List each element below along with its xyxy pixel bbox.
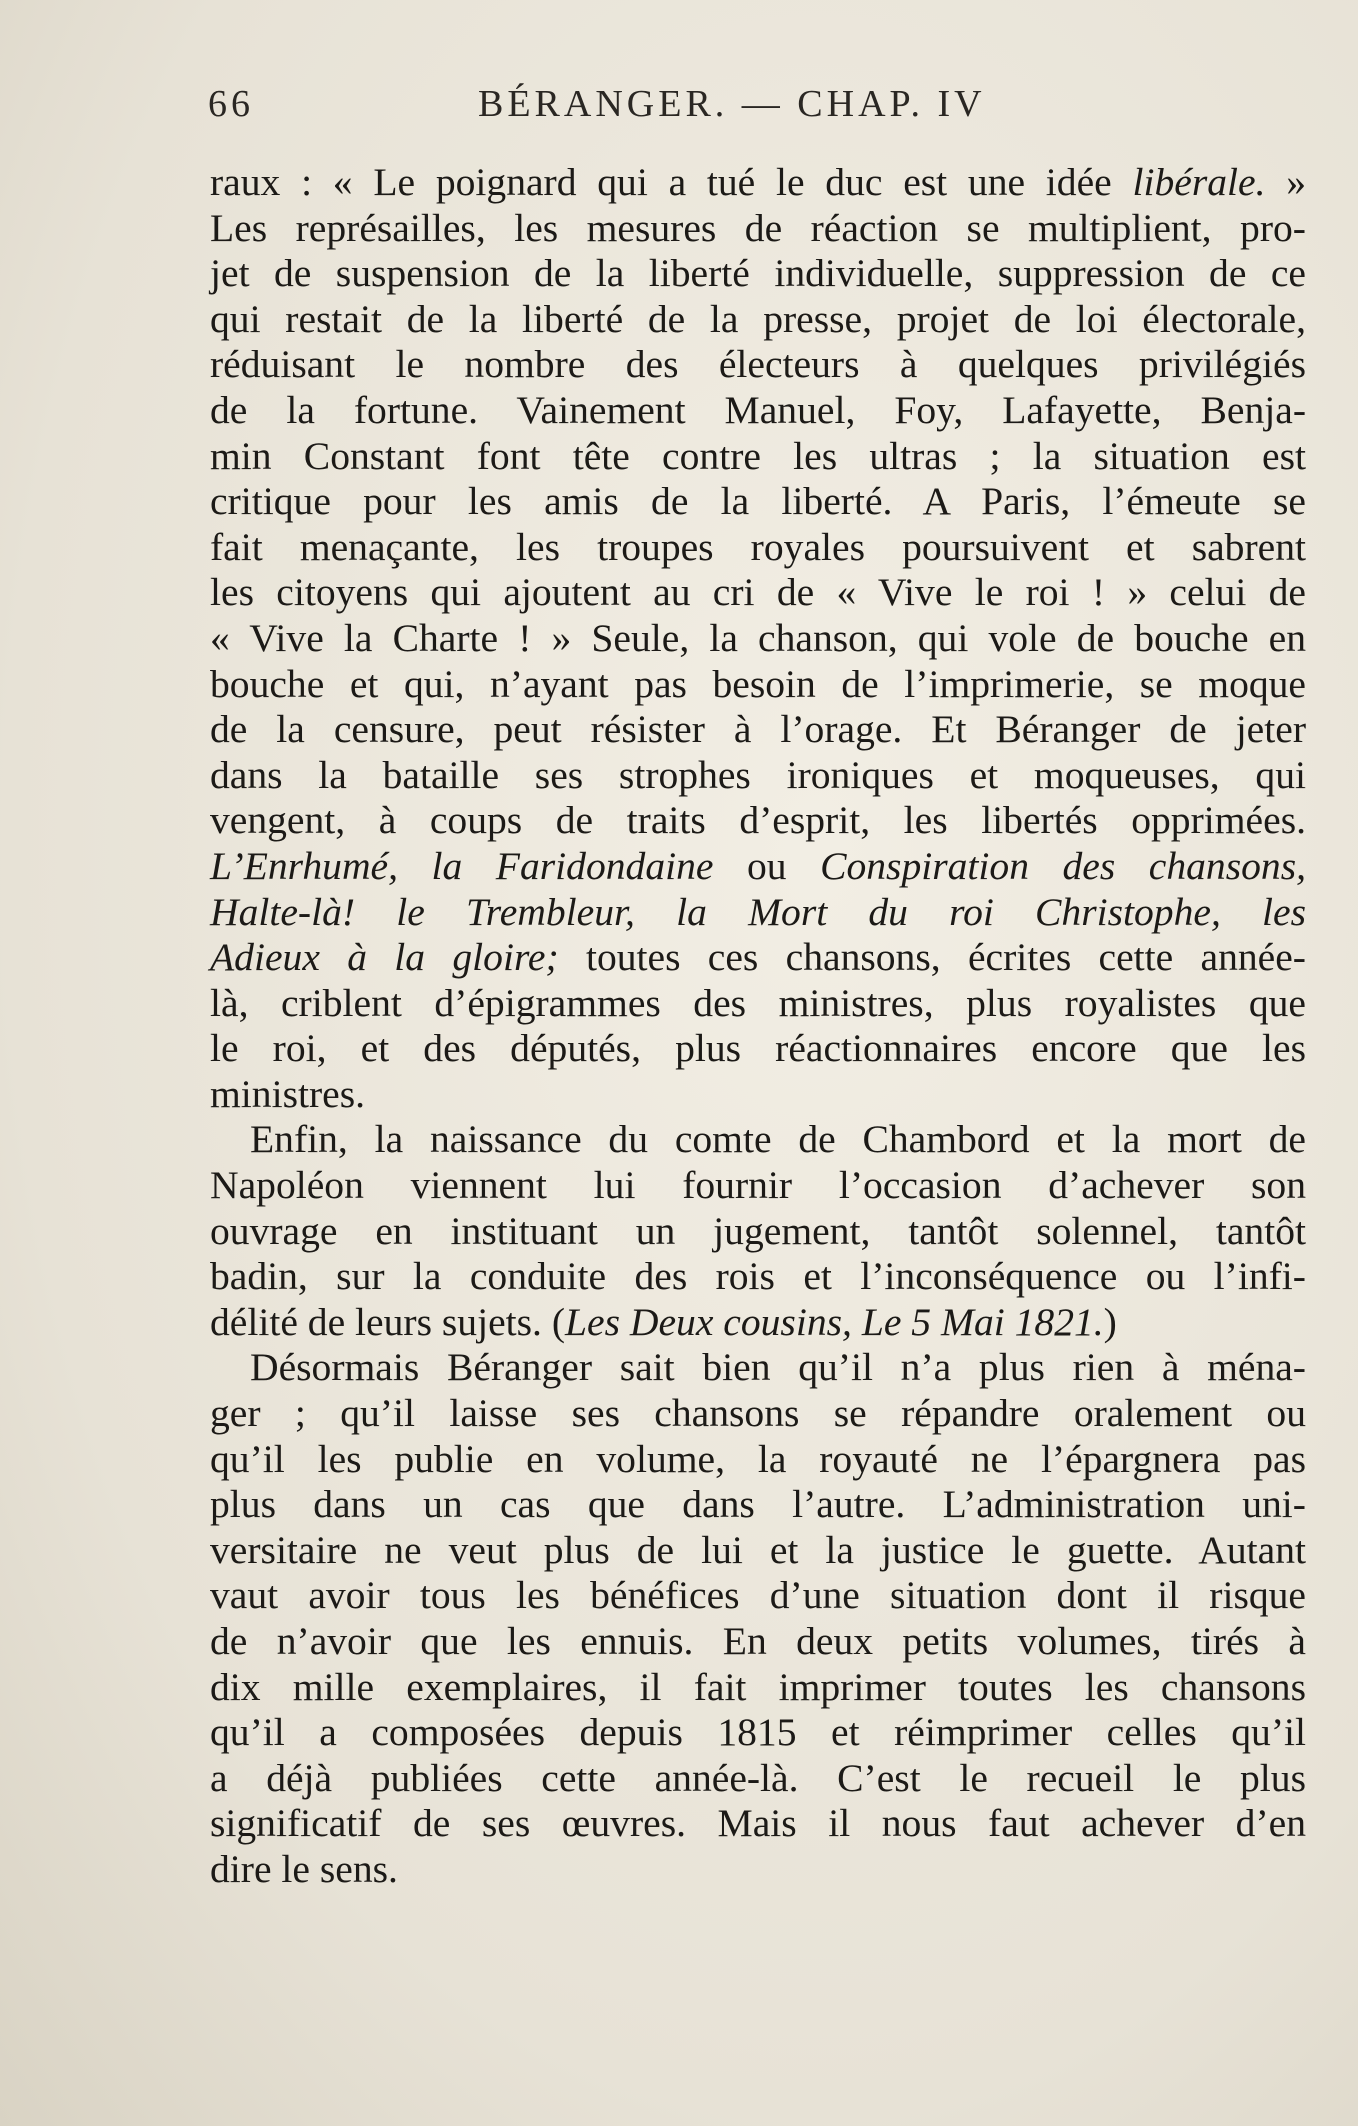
text-line (210, 890, 1306, 936)
text-segment: raux : « Le poignard qui a tué le duc est une idée (210, 160, 1133, 204)
italic-text: Les Deux cousins, Le 5 Mai 1821. (565, 1299, 1104, 1344)
text-line (210, 662, 1306, 708)
text-line (210, 1072, 1306, 1118)
text-segment: fait menaçante, les troupes royales poursuivent et sabrent (210, 524, 1306, 569)
text-line (210, 616, 1306, 662)
italic-text: libérale. (1132, 160, 1266, 204)
text-segment: dix mille exemplaires, il fait imprimer toutes les chansons (210, 1664, 1306, 1709)
text-line (210, 844, 1306, 890)
text-line (210, 1300, 1306, 1346)
text-segment: qu’il a composées depuis 1815 et réimprimer celles qu’il (210, 1710, 1306, 1755)
text-line (210, 1710, 1306, 1756)
text-segment: versitaire ne veut plus de lui et la justice le guette. Autant (210, 1527, 1306, 1572)
text-segment: de la censure, peut résister à l’orage. Et Béranger de jeter (210, 707, 1306, 752)
body-text (210, 160, 1306, 1893)
text-line (210, 1254, 1306, 1300)
text-line (210, 707, 1306, 753)
text-line (210, 935, 1306, 981)
italic-text: Conspiration des chansons, (820, 843, 1306, 888)
text-line (210, 251, 1306, 297)
text-line (210, 1619, 1306, 1665)
text-segment: » (1265, 160, 1307, 204)
text-line (210, 434, 1306, 480)
text-segment: min Constant font tête contre les ultras ; la situation est (210, 433, 1306, 478)
italic-text: Halte-là! le Trembleur, la Mort du roi Christophe, les (210, 889, 1306, 934)
text-segment: critique pour les amis de la liberté. A Paris, l’émeute se (210, 479, 1306, 524)
text-segment: dire le sens. (210, 1846, 398, 1891)
text-segment: Les représailles, les mesures de réaction se multiplient, pro- (210, 205, 1306, 250)
paragraph (210, 160, 1306, 1117)
text-segment: vengent, à coups de traits d’esprit, les libertés opprimées. (210, 798, 1306, 843)
text-line (210, 570, 1306, 616)
text-segment: Enfin, la naissance du comte de Chambord et la mort de (250, 1117, 1306, 1162)
text-segment: ministres. (210, 1071, 366, 1116)
text-line (210, 388, 1306, 434)
italic-text: Adieux à la gloire; (210, 935, 559, 980)
text-line (210, 1345, 1306, 1391)
text-segment: de la fortune. Vainement Manuel, Foy, Lafayette, Benja- (210, 387, 1306, 432)
text-segment: le roi, et des députés, plus réactionnaires encore que les (210, 1026, 1306, 1071)
text-segment: ou (713, 843, 821, 888)
text-segment: les citoyens qui ajoutent au cri de « Vive le roi ! » celui de (210, 570, 1306, 615)
text-line (210, 525, 1306, 571)
text-segment: jet de suspension de la liberté individuelle, suppression de ce (210, 251, 1306, 296)
text-segment: ouvrage en instituant un jugement, tantôt solennel, tantôt (210, 1208, 1306, 1253)
text-line (210, 1665, 1306, 1711)
text-segment: qui restait de la liberté de la presse, projet de loi électorale, (210, 296, 1306, 341)
text-segment: ) (1103, 1299, 1117, 1344)
text-segment: ger ; qu’il laisse ses chansons se répandre oralement ou (210, 1391, 1306, 1436)
text-line (210, 1391, 1306, 1437)
text-line (210, 1209, 1306, 1255)
text-segment: de n’avoir que les ennuis. En deux petits volumes, tirés à (210, 1619, 1306, 1663)
text-line (210, 1026, 1306, 1072)
text-segment: bouche et qui, n’ayant pas besoin de l’imprimerie, se moque (210, 661, 1306, 706)
running-header (208, 82, 1308, 132)
text-line (210, 753, 1306, 799)
italic-text: L’Enrhumé, la Faridondaine (210, 843, 714, 888)
text-line (210, 1573, 1306, 1619)
text-line (210, 297, 1306, 343)
text-line (210, 1437, 1306, 1483)
text-line (210, 1801, 1306, 1847)
text-segment: qu’il les publie en volume, la royauté ne l’épargnera pas (210, 1436, 1306, 1481)
text-line (210, 1756, 1306, 1802)
text-segment: a déjà publiées cette année-là. C’est le recueil le plus (210, 1755, 1306, 1800)
text-line (210, 1117, 1306, 1163)
text-segment: « Vive la Charte ! » Seule, la chanson, qui vole de bouche en (210, 615, 1306, 660)
text-line (210, 1528, 1306, 1574)
text-segment: là, criblent d’épigrammes des ministres, plus royalistes que (210, 980, 1306, 1025)
text-segment: toutes ces chansons, écrites cette année- (558, 935, 1306, 980)
text-segment: Napoléon viennent lui fournir l’occasion d’achever son (210, 1163, 1306, 1208)
text-line (210, 206, 1306, 252)
text-line (210, 798, 1306, 844)
text-segment: délité de leurs sujets. ( (210, 1299, 566, 1344)
text-segment: plus dans un cas que dans l’autre. L’administration uni- (210, 1482, 1306, 1527)
text-segment: réduisant le nombre des électeurs à quelques privilégiés (210, 342, 1306, 387)
text-segment: Désormais Béranger sait bien qu’il n’a plus rien à ména- (250, 1345, 1306, 1390)
text-line (210, 1482, 1306, 1528)
paragraph (210, 1117, 1306, 1345)
running-title: BÉRANGER. — CHAP. IV (478, 83, 986, 125)
text-line (210, 1847, 1306, 1893)
text-line (210, 981, 1306, 1027)
text-segment: badin, sur la conduite des rois et l’inconséquence ou l’infi- (210, 1254, 1306, 1299)
text-line (210, 160, 1306, 206)
text-line (210, 1163, 1306, 1209)
text-line (210, 342, 1306, 388)
text-line (210, 479, 1306, 525)
page-number: 66 (208, 83, 254, 125)
text-segment: vaut avoir tous les bénéfices d’une situation dont il risque (210, 1573, 1306, 1618)
paragraph (210, 1345, 1306, 1892)
text-segment: dans la bataille ses strophes ironiques et moqueuses, qui (210, 752, 1306, 797)
text-segment: significatif de ses œuvres. Mais il nous faut achever d’en (210, 1801, 1306, 1846)
